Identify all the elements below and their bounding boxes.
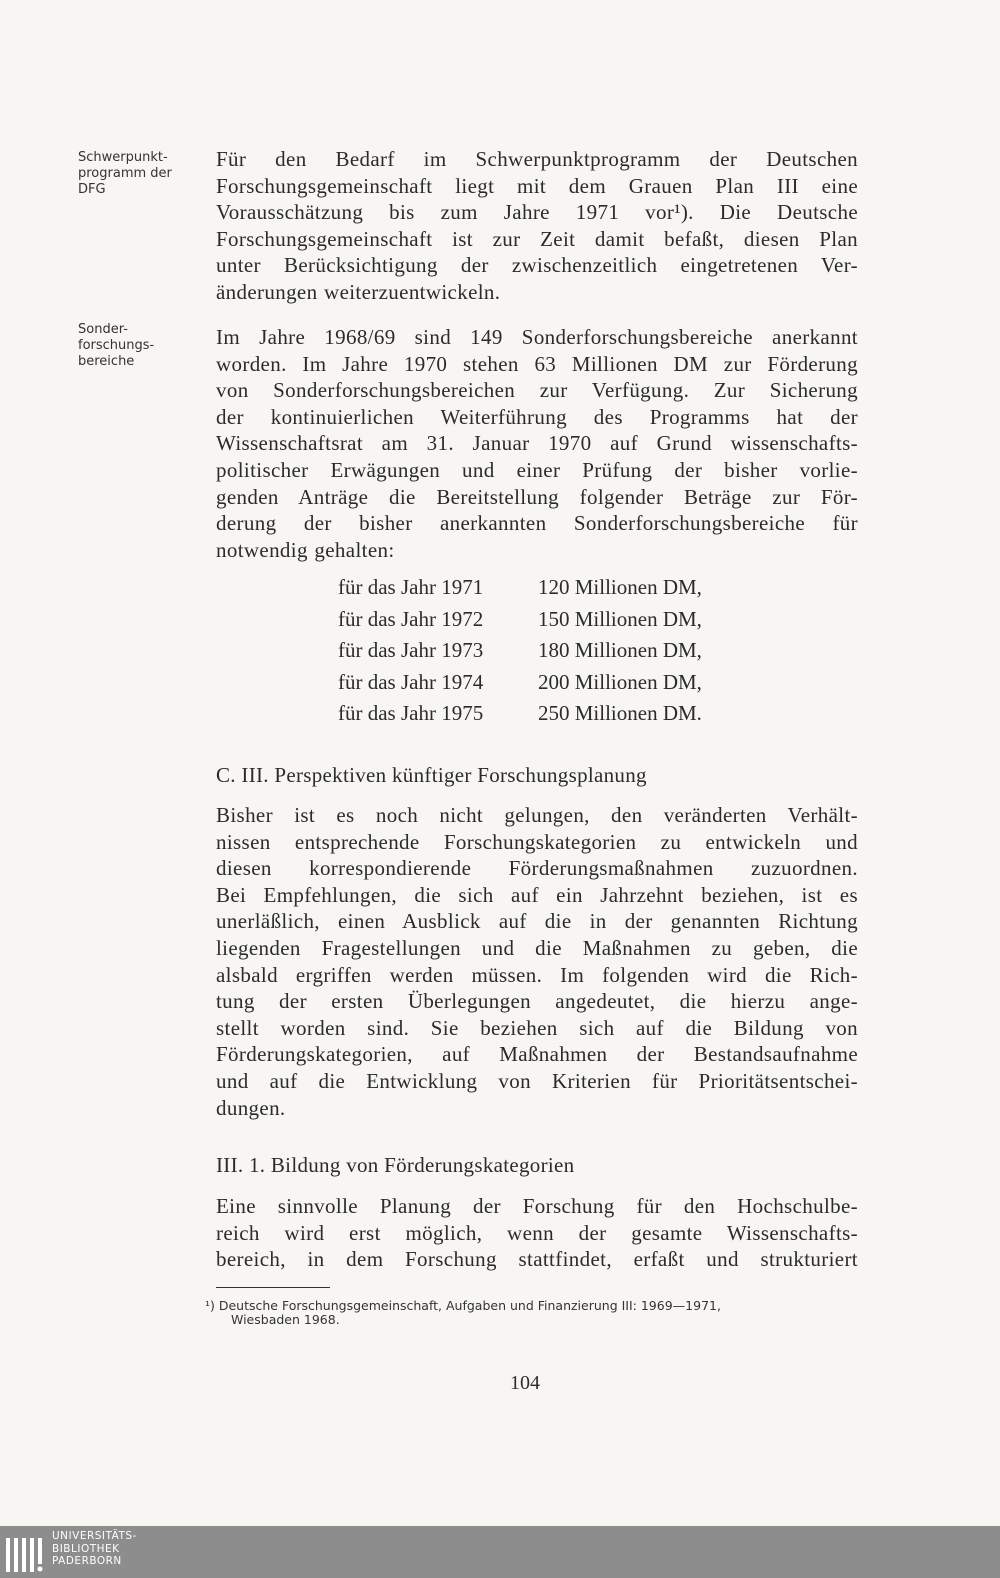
text-line: Eine sinnvolle Planung der Forschung für den Hochschulbe- [216, 1194, 858, 1218]
section-heading: C. III. Perspektiven künftiger Forschungsplanung [216, 763, 647, 787]
library-logo-icon [4, 1532, 44, 1574]
text-line: änderungen weiterzuentwickeln. [216, 279, 501, 304]
text-line: Bisher ist es noch nicht gelungen, den veränderten Verhält- [216, 803, 858, 827]
paragraph-sonderforschung [216, 324, 858, 563]
funding-amounts-list [338, 572, 702, 730]
margin-note-line: forschungs- [78, 338, 155, 353]
text-line: der kontinuierlichen Weiterführung des Programms hat der [216, 404, 858, 429]
margin-note-schwerpunkt [78, 150, 198, 198]
text-line: derung der bisher anerkannten Sonderforschungsbereiche für [216, 511, 858, 536]
paragraph-perspektiven [216, 802, 858, 1121]
text-line: dungen. [216, 1095, 286, 1120]
text-line: alsbald ergriffen werden müssen. Im folgenden wird die Rich- [216, 962, 858, 987]
amount-value: 180 Millionen DM, [538, 638, 702, 662]
text-line: Forschungsgemeinschaft liegt mit dem Grauen Plan III eine [216, 173, 858, 198]
text-line: unerläßlich, einen Ausblick auf die in der genannten Richtung [216, 909, 858, 934]
amount-value: 250 Millionen DM. [538, 701, 702, 725]
text-line: Für den Bedarf im Schwerpunktprogramm der Deutschen [216, 147, 858, 171]
amount-year: für das Jahr 1975 [338, 701, 484, 725]
paragraph-schwerpunkt [216, 146, 858, 306]
text-line: reich wird erst möglich, wenn der gesamte Wissenschafts- [216, 1220, 858, 1245]
paragraph-foerderungskategorien [216, 1193, 858, 1273]
text-line: und auf die Entwicklung von Kriterien für Prioritätsentschei- [216, 1068, 858, 1093]
text-line: Wissenschaftsrat am 31. Januar 1970 auf Grund wissenschafts- [216, 431, 858, 456]
margin-note-line: Schwerpunkt- [78, 150, 168, 165]
text-line: Bei Empfehlungen, die sich auf ein Jahrzehnt beziehen, ist es [216, 882, 858, 907]
margin-note-line: Sonder- [78, 322, 128, 337]
margin-note-sonderforschung [78, 322, 198, 370]
text-line: nissen entsprechende Forschungskategorien zu entwickeln und [216, 829, 858, 854]
library-name [52, 1530, 137, 1568]
text-line: stellt worden sind. Sie beziehen sich auf die Bildung von [216, 1015, 858, 1040]
amount-year: für das Jahr 1973 [338, 638, 484, 662]
footnote-divider [216, 1287, 330, 1288]
footnote-line: ¹) Deutsche Forschungsgemeinschaft, Aufgaben und Finanzierung III: 1969—1971, [205, 1298, 721, 1313]
text-line: diesen korrespondierende Förderungsmaßnahmen zuzuordnen. [216, 856, 858, 881]
text-line: politischer Erwägungen und einer Prüfung der bisher vorlie- [216, 457, 858, 482]
text-line: von Sonderforschungsbereichen zur Verfügung. Zur Sicherung [216, 378, 858, 403]
text-line: Im Jahre 1968/69 sind 149 Sonderforschungsbereiche anerkannt [216, 325, 858, 349]
footnote [205, 1299, 865, 1327]
text-line: liegenden Fragestellungen und die Maßnahmen zu geben, die [216, 935, 858, 960]
text-line: tung der ersten Überlegungen angedeutet, die hierzu ange- [216, 989, 858, 1014]
text-line: Förderungskategorien, auf Maßnahmen der Bestandsaufnahme [216, 1042, 858, 1067]
amount-year: für das Jahr 1972 [338, 606, 484, 631]
library-name-line: UNIVERSITÄTS- [52, 1530, 137, 1542]
page-number: 104 [510, 1372, 540, 1394]
text-line: unter Berücksichtigung der zwischenzeitlich eingetretenen Ver- [216, 253, 858, 278]
amount-value: 150 Millionen DM, [538, 606, 702, 631]
text-line: bereich, in dem Forschung stattfindet, erfaßt und strukturiert [216, 1247, 858, 1272]
amount-row [338, 667, 702, 699]
subsection-heading: III. 1. Bildung von Förderungskategorien [216, 1153, 575, 1177]
amount-year: für das Jahr 1974 [338, 669, 484, 694]
amount-row [338, 572, 702, 604]
text-line: notwendig gehalten: [216, 537, 395, 562]
margin-note-line: programm der [78, 166, 172, 181]
text-line: worden. Im Jahre 1970 stehen 63 Millionen DM zur Förderung [216, 351, 858, 376]
text-line: Vorausschätzung bis zum Jahre 1971 vor¹). Die Deutsche [216, 200, 858, 225]
amount-value: 120 Millionen DM, [538, 575, 702, 599]
amount-year: für das Jahr 1971 [338, 575, 484, 599]
amount-row [338, 604, 702, 636]
library-footer-bar [0, 1526, 1000, 1578]
library-name-line: BIBLIOTHEK [52, 1542, 120, 1555]
amount-row [338, 635, 702, 667]
footnote-line: Wiesbaden 1968. [231, 1312, 340, 1327]
amount-value: 200 Millionen DM, [538, 669, 702, 694]
text-line: genden Anträge die Bereitstellung folgender Beträge zur För- [216, 484, 858, 509]
amount-row [338, 698, 702, 730]
library-name-line: PADERBORN [52, 1555, 122, 1567]
margin-note-line: DFG [78, 182, 106, 197]
text-line: Forschungsgemeinschaft ist zur Zeit damit befaßt, diesen Plan [216, 226, 858, 251]
margin-note-line: bereiche [78, 354, 135, 369]
